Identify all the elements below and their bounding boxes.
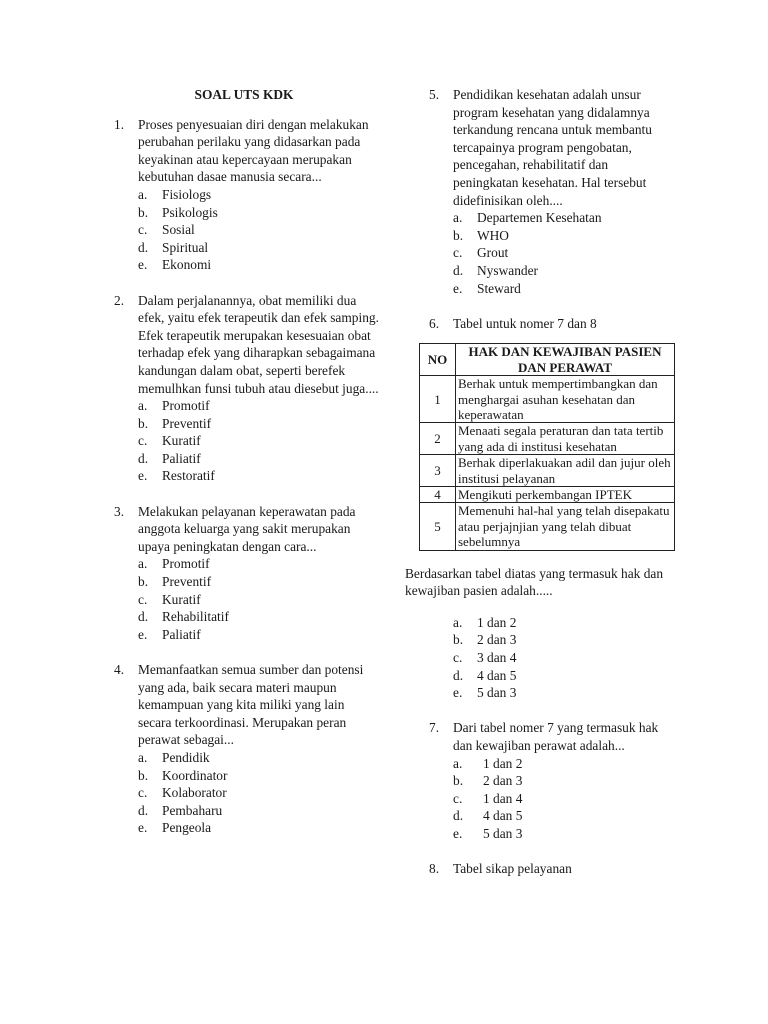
- table-cell-text: Berhak untuk mempertimbangkan dan menghargai asuhan kesehatan dan keperawatan: [456, 376, 675, 423]
- question-number: 6.: [429, 315, 440, 331]
- question-text: Dalam perjalanannya, obat memiliki dua efek, yaitu efek terapeutik dan efek samping. Efek terapeutik merupakan kesesuaian obat terhadap efek yang diharapkan sebagaimana kandungan dalam obat, seperti berefek memulhkan funsi tubuh atau diesebut juga....: [138, 292, 379, 396]
- question-5: [405, 86, 675, 297]
- option-a: a. Promotif: [138, 556, 210, 572]
- table-cell-no: 5: [420, 503, 456, 550]
- option-e: e. 5 dan 3: [453, 825, 523, 841]
- option-a: a. Pendidik: [138, 749, 210, 765]
- option-d: d. Nyswander: [453, 262, 538, 278]
- option-e: e. Restoratif: [138, 468, 215, 484]
- table-question-text: Berdasarkan tabel diatas yang termasuk hak dan kewajiban pasien adalah.....: [405, 565, 664, 599]
- question-text: Proses penyesuaian diri dengan melakukan perubahan perilaku yang didasarkan pada keyakinan atau kepercayaan merupakan kebutuhan dasae manusia secara...: [138, 116, 369, 185]
- table-row: [420, 455, 675, 487]
- table-cell-no: 4: [420, 486, 456, 502]
- option-e: e. Paliatif: [138, 626, 201, 642]
- question-number: 2.: [114, 292, 125, 308]
- question-number: 1.: [114, 116, 125, 132]
- option-b: b. 2 dan 3: [453, 773, 523, 789]
- option-c: c. Grout: [453, 245, 509, 261]
- question-7: [405, 719, 675, 842]
- question-8: [405, 860, 675, 878]
- option-a: a. 1 dan 2: [453, 614, 517, 630]
- table-cell-no: 1: [420, 376, 456, 423]
- option-b: b. Psikologis: [138, 204, 218, 220]
- question-number: 4.: [114, 662, 125, 677]
- question-text: Memanfaatkan semua sumber dan potensi yang ada, baik secara materi maupun kemampuan yang kita miliki yang lain secara terkoordinasi. Merupakan peran perawat sebagai...: [138, 662, 364, 748]
- table-cell-text: Menaati segala peraturan dan tata tertib yang ada di institusi kesehatan: [456, 423, 675, 455]
- question-2: [114, 292, 380, 486]
- table-header-row: [420, 344, 675, 376]
- table-cell-no: 2: [420, 423, 456, 455]
- option-c: c. Kuratif: [138, 433, 201, 449]
- option-b: b. Preventif: [138, 574, 212, 590]
- option-a: a. Fisiologs: [138, 186, 212, 202]
- question-number: 3.: [114, 503, 125, 519]
- option-e: e. Pengeola: [138, 820, 212, 836]
- option-d: d. Rehabilitatif: [138, 609, 229, 625]
- table-row: [420, 376, 675, 423]
- question-text: Dari tabel nomer 7 yang termasuk hak dan kewajiban perawat adalah...: [453, 720, 659, 753]
- left-column: [114, 86, 380, 837]
- question-text: Pendidikan kesehatan adalah unsur program kesehatan yang didalamnya terkandung rencana untuk membantu tercapainya program pengobatan, pencegahan, rehabilitatif dan peningkatan kesehatan. Hal tersebut didefinisikan oleh....: [453, 87, 652, 208]
- option-d: d. 4 dan 5: [453, 667, 517, 683]
- option-c: c. Kolaborator: [138, 785, 227, 801]
- option-d: d. Paliatif: [138, 450, 201, 466]
- option-c: c. Sosial: [138, 222, 195, 238]
- table-header-text: HAK DAN KEWAJIBAN PASIEN DAN PERAWAT: [456, 344, 675, 376]
- option-b: b. Preventif: [138, 415, 212, 431]
- question-1: [114, 116, 380, 274]
- question-text: Tabel untuk nomer 7 dan 8: [453, 315, 597, 331]
- option-e: e. Steward: [453, 280, 521, 296]
- table-cell-no: 3: [420, 455, 456, 487]
- page-title: SOAL UTS KDK: [194, 87, 294, 102]
- right-column: [405, 86, 675, 878]
- option-d: d. Pembaharu: [138, 802, 223, 818]
- question-3: [114, 503, 380, 644]
- option-e: e. 5 dan 3: [453, 685, 517, 701]
- rights-table: [419, 343, 675, 550]
- table-row: [420, 423, 675, 455]
- option-c: c. Kuratif: [138, 591, 201, 607]
- option-a: a. Promotif: [138, 398, 210, 414]
- question-6-options: [405, 614, 675, 702]
- question-number: 5.: [429, 87, 440, 102]
- question-number: 8.: [429, 861, 440, 877]
- table-row: [420, 503, 675, 550]
- table-cell-text: Memenuhi hal-hal yang telah disepakatu atau perjajnjian yang telah dibuat sebelumnya: [456, 503, 675, 550]
- question-6: [405, 315, 675, 333]
- question-number: 7.: [429, 720, 440, 736]
- option-b: b. Koordinator: [138, 767, 228, 783]
- question-4: [114, 661, 380, 837]
- question-text: Melakukan pelayanan keperawatan pada anggota keluarga yang sakit merupakan upaya peningkatan dengan cara...: [138, 503, 356, 554]
- option-c: c. 1 dan 4: [453, 790, 523, 806]
- option-a: a. 1 dan 2: [453, 755, 523, 771]
- option-a: a. Departemen Kesehatan: [453, 210, 602, 226]
- option-d: d. 4 dan 5: [453, 808, 523, 824]
- table-cell-text: Berhak diperlakuakan adil dan jujur oleh institusi pelayanan: [456, 455, 675, 487]
- option-c: c. 3 dan 4: [453, 649, 517, 665]
- option-b: b. WHO: [453, 227, 509, 243]
- option-d: d. Spiritual: [138, 239, 209, 255]
- table-header-no: NO: [420, 344, 456, 376]
- option-e: e. Ekonomi: [138, 257, 212, 273]
- table-row: [420, 486, 675, 502]
- question-text: Tabel sikap pelayanan: [453, 861, 572, 877]
- table-cell-text: Mengikuti perkembangan IPTEK: [456, 486, 675, 502]
- option-b: b. 2 dan 3: [453, 632, 517, 648]
